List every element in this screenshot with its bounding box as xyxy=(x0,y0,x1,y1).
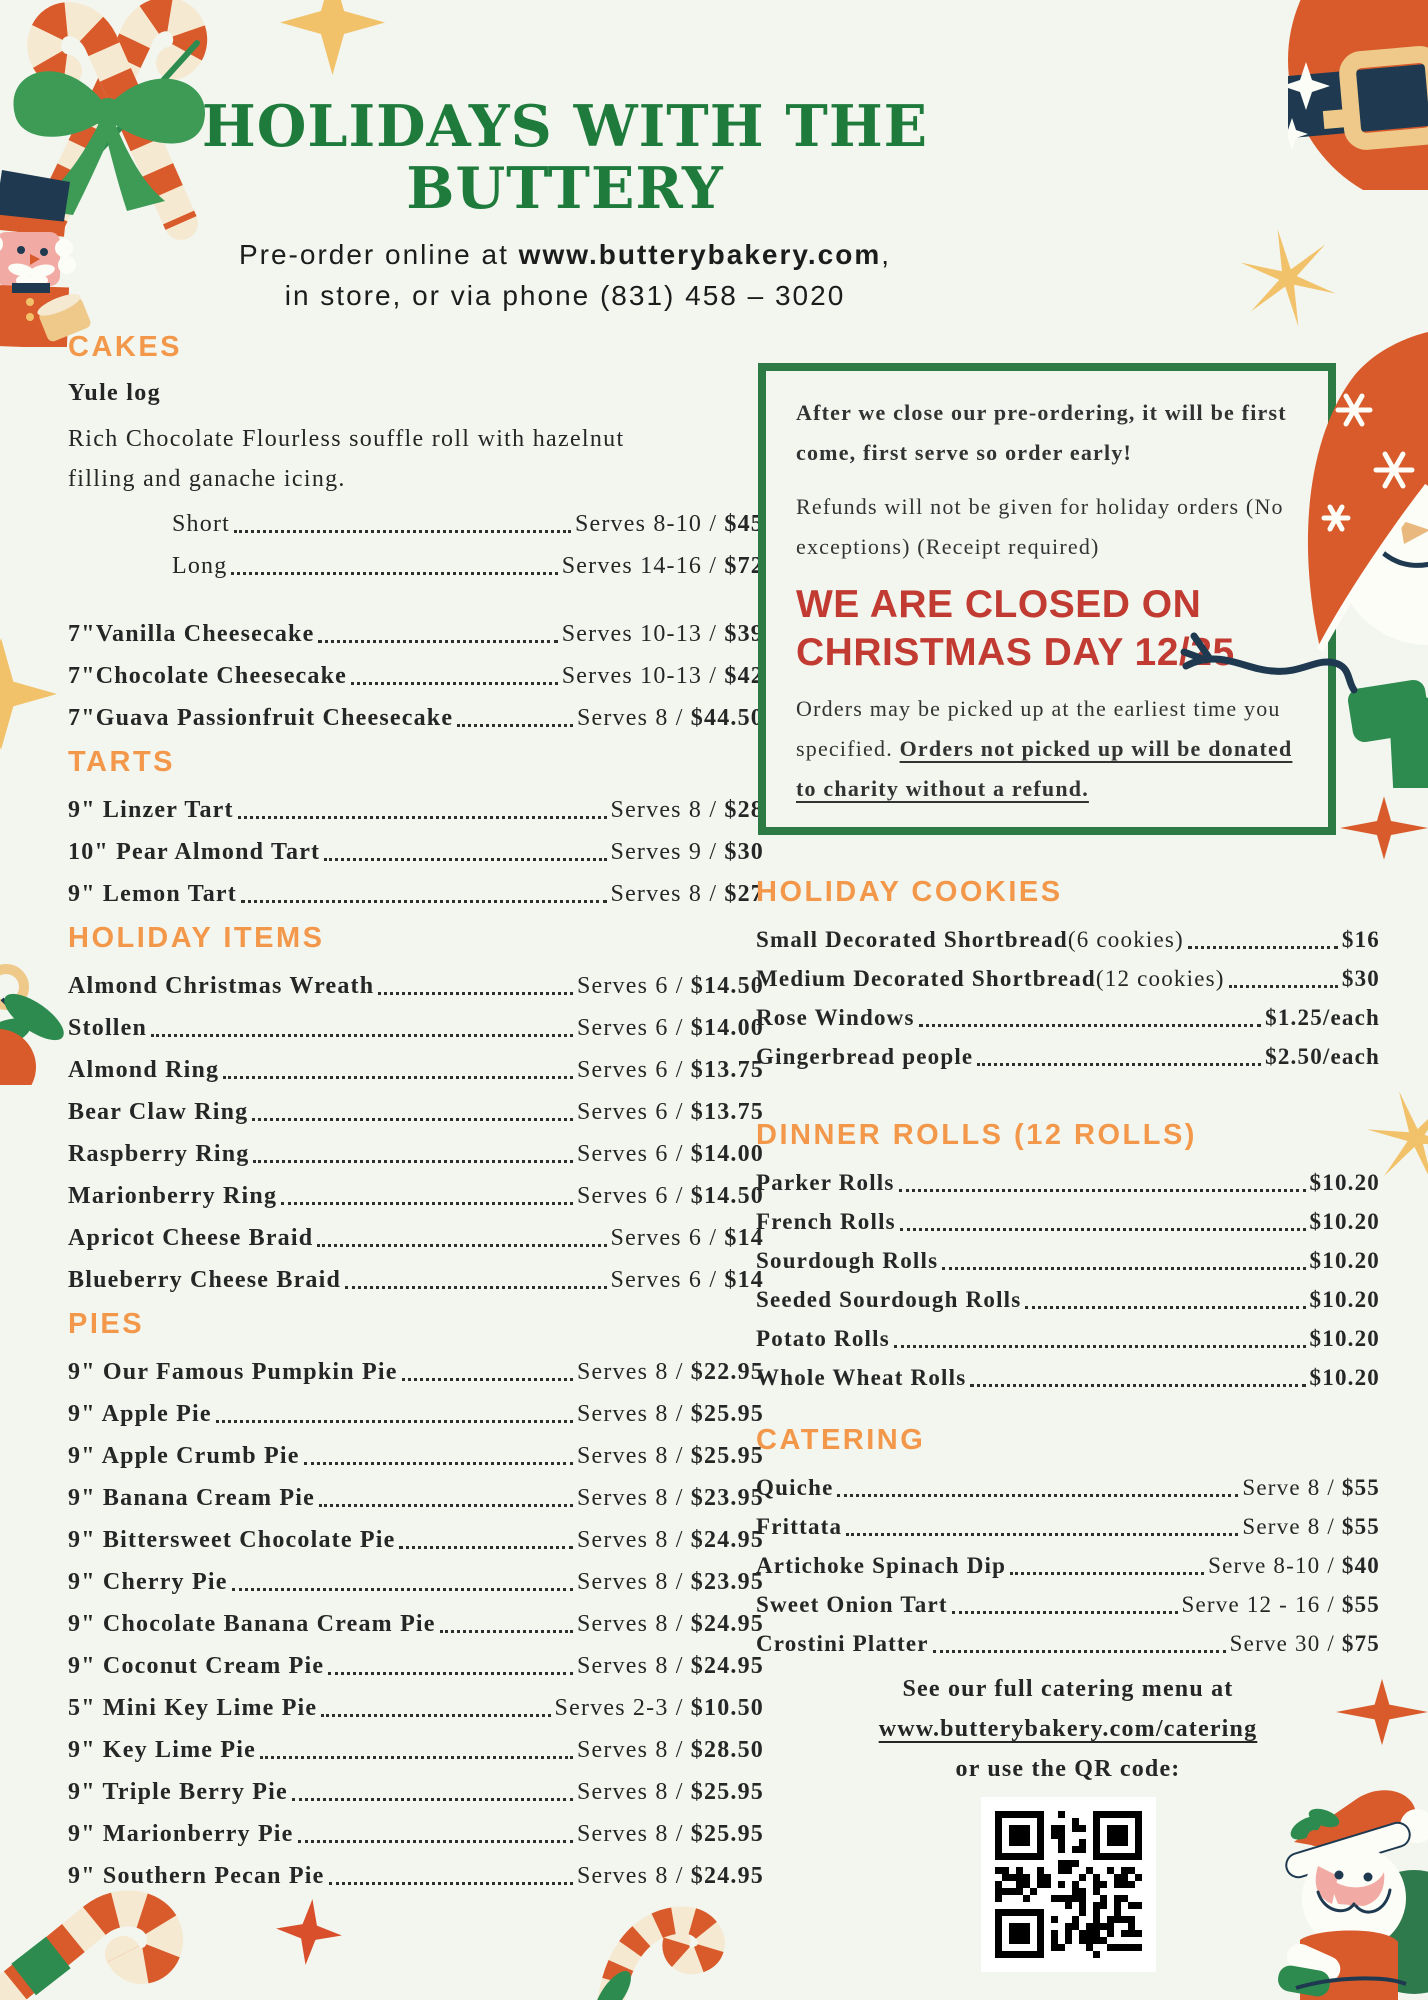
dotted-leader xyxy=(151,1034,573,1037)
menu-item xyxy=(68,1693,764,1723)
item-name: Potato Rolls xyxy=(756,1326,890,1351)
item-name: Crostini Platter xyxy=(756,1631,929,1656)
item-price: Serves 8 / $28.50 xyxy=(576,1737,764,1763)
item-price: $2.50/each xyxy=(1265,1044,1380,1069)
menu-item xyxy=(756,1512,1380,1542)
item-price: $10.20 xyxy=(1309,1326,1380,1351)
item-name: 9" Triple Berry Pie xyxy=(68,1779,288,1805)
item-name: Almond Christmas Wreath xyxy=(68,973,375,999)
menu-item xyxy=(68,1013,764,1043)
section-holiday-items xyxy=(68,921,764,1295)
item-price: $30 xyxy=(1341,966,1380,991)
preorder-info: Pre-order online at www.butterybakery.com, in store, or via phone (831) 458 – 3020 xyxy=(238,239,891,311)
santa-belt-belly-icon xyxy=(1288,0,1428,190)
dotted-leader xyxy=(977,1063,1261,1066)
item-price: Serves 8 / $22.95 xyxy=(576,1359,764,1385)
item-price: Serve 8-10 / $40 xyxy=(1208,1553,1380,1578)
menu-item xyxy=(756,964,1380,994)
section-title: DINNER ROLLS (12 ROLLS) xyxy=(756,1119,1197,1151)
item-name: 9" Coconut Cream Pie xyxy=(68,1653,325,1679)
item-price: Serves 8 / $23.95 xyxy=(576,1485,764,1511)
menu-item xyxy=(756,1003,1380,1033)
item-name: Parker Rolls xyxy=(756,1170,895,1195)
item-price: $10.20 xyxy=(1309,1248,1380,1273)
menu-item xyxy=(68,1181,764,1211)
catering-footer-line: or use the QR code: xyxy=(955,1756,1181,1782)
item-name: Sourdough Rolls xyxy=(756,1248,939,1273)
dotted-leader xyxy=(351,682,558,685)
menu-item xyxy=(756,1042,1380,1072)
item-name: Whole Wheat Rolls xyxy=(756,1365,967,1390)
dotted-leader xyxy=(952,1611,1178,1614)
dotted-leader xyxy=(440,1630,573,1633)
menu-item xyxy=(756,1207,1380,1237)
menu-item xyxy=(68,879,764,909)
item-price: Serve 8 / $55 xyxy=(1242,1514,1380,1539)
item-name: French Rolls xyxy=(756,1209,896,1234)
menu-item xyxy=(172,551,764,581)
page-title: HOLIDAYS WITH THE BUTTERY xyxy=(201,93,929,222)
dotted-leader xyxy=(298,1840,573,1843)
item-price: Serves 10-13 / $42 xyxy=(561,663,764,689)
section-holiday-cookies xyxy=(756,875,1380,1072)
item-name: Bear Claw Ring xyxy=(68,1099,249,1125)
menu-item xyxy=(756,1629,1380,1659)
item-name: Seeded Sourdough Rolls xyxy=(756,1287,1022,1312)
dotted-leader xyxy=(324,858,606,861)
dotted-leader xyxy=(942,1267,1305,1270)
item-name: 9" Chocolate Banana Cream Pie xyxy=(68,1611,436,1637)
item-price: $10.20 xyxy=(1309,1170,1380,1195)
dotted-leader xyxy=(894,1345,1306,1348)
item-name: Raspberry Ring xyxy=(68,1141,250,1167)
menu-item xyxy=(68,1651,764,1681)
item-price: $10.20 xyxy=(1309,1287,1380,1312)
closed-notice: WE ARE CLOSED ON CHRISTMAS DAY 12/25 xyxy=(796,583,1235,674)
six-point-star-icon xyxy=(1238,228,1338,328)
item-price: $16 xyxy=(1341,927,1380,952)
item-price: Serves 8 / $28 xyxy=(610,797,764,823)
dotted-leader xyxy=(304,1462,573,1465)
catering-footer xyxy=(756,1669,1380,1789)
dotted-leader xyxy=(319,1504,573,1507)
section-title: CATERING xyxy=(756,1424,926,1456)
menu-item xyxy=(68,1055,764,1085)
dotted-leader xyxy=(238,816,607,819)
dotted-leader xyxy=(933,1650,1226,1653)
item-name: 9" Bittersweet Chocolate Pie xyxy=(68,1527,396,1553)
item-name: 9" Linzer Tart xyxy=(68,797,234,823)
item-list xyxy=(68,1357,764,1891)
catering-footer-line: See our full catering menu at xyxy=(902,1676,1234,1702)
dotted-leader xyxy=(457,724,573,727)
item-price: Serves 8 / $25.95 xyxy=(576,1401,764,1427)
menu-item xyxy=(68,1567,764,1597)
section-catering xyxy=(756,1423,1380,1659)
menu-item xyxy=(172,509,764,539)
menu-item xyxy=(68,1777,764,1807)
menu-item xyxy=(756,1551,1380,1581)
notice-paragraph: After we close our pre-ordering, it will be first come, first serve so order early! xyxy=(796,400,1287,465)
item-list xyxy=(756,925,1380,1072)
item-name: 9" Lemon Tart xyxy=(68,881,237,907)
item-name: Short xyxy=(172,511,231,537)
dotted-leader xyxy=(919,1024,1262,1027)
dotted-leader xyxy=(345,1286,606,1289)
gold-sparkle-star-icon xyxy=(0,638,57,750)
item-price: Serves 6 / $14.50 xyxy=(576,1183,764,1209)
dotted-leader xyxy=(292,1798,573,1801)
dotted-leader xyxy=(223,1076,573,1079)
dotted-leader xyxy=(216,1420,573,1423)
item-name: 9" Key Lime Pie xyxy=(68,1737,256,1763)
menu-item xyxy=(68,1819,764,1849)
orange-diamond-sparkle-icon xyxy=(276,1898,342,1966)
dotted-leader xyxy=(837,1494,1238,1497)
item-list xyxy=(68,795,764,909)
item-price: Serves 2-3 / $10.50 xyxy=(554,1695,764,1721)
dotted-leader xyxy=(1025,1306,1305,1309)
pickup-policy: Orders may be picked up at the earliest time you specified. Orders not picked up will be donated to charity without a refund. xyxy=(796,696,1293,801)
flyer-header xyxy=(65,93,1065,316)
dotted-leader xyxy=(318,640,557,643)
item-price: Serves 8 / $24.95 xyxy=(576,1527,764,1553)
section-cakes xyxy=(68,330,764,733)
item-name: Gingerbread people xyxy=(756,1044,974,1069)
item-name: 9" Cherry Pie xyxy=(68,1569,228,1595)
item-price: Serve 12 - 16 / $55 xyxy=(1181,1592,1380,1617)
menu-item xyxy=(756,1324,1380,1354)
menu-item xyxy=(68,795,764,825)
item-name: Almond Ring xyxy=(68,1057,220,1083)
dotted-leader xyxy=(970,1384,1305,1387)
item-name: Artichoke Spinach Dip xyxy=(756,1553,1007,1578)
menu-item xyxy=(756,1246,1380,1276)
item-price: Serves 8 / $24.95 xyxy=(576,1863,764,1889)
item-price: Serves 6 / $13.75 xyxy=(576,1057,764,1083)
item-price: $1.25/each xyxy=(1265,1005,1380,1030)
qr-code xyxy=(981,1797,1156,1972)
dotted-leader xyxy=(899,1189,1306,1192)
menu-item xyxy=(68,837,764,867)
item-price: $10.20 xyxy=(1309,1365,1380,1390)
dotted-leader xyxy=(253,1160,572,1163)
item-name: Frittata xyxy=(756,1514,843,1539)
menu-item xyxy=(756,1590,1380,1620)
menu-item xyxy=(756,925,1380,955)
item-name: 9" Apple Crumb Pie xyxy=(68,1443,300,1469)
dotted-leader xyxy=(329,1882,573,1885)
dotted-leader xyxy=(328,1672,573,1675)
item-price: Serves 6 / $14 xyxy=(610,1267,764,1293)
item-name: Apricot Cheese Braid xyxy=(68,1225,314,1251)
item-price: Serve 30 / $75 xyxy=(1229,1631,1380,1656)
item-name: Quiche xyxy=(756,1475,834,1500)
menu-item xyxy=(68,1265,764,1295)
item-name: Marionberry Ring xyxy=(68,1183,278,1209)
dotted-leader xyxy=(1010,1572,1204,1575)
dotted-leader xyxy=(1229,985,1338,988)
menu-item xyxy=(68,971,764,1001)
item-price: Serves 8 / $44.50 xyxy=(576,705,764,731)
item-price: Serves 8 / $25.95 xyxy=(576,1779,764,1805)
section-title: TARTS xyxy=(68,746,176,778)
item-name: Blueberry Cheese Braid xyxy=(68,1267,342,1293)
candy-cane-icon xyxy=(585,1898,730,2000)
item-price: Serves 8 / $25.95 xyxy=(576,1443,764,1469)
item-name: Long xyxy=(172,553,228,579)
item-price: Serves 8 / $27 xyxy=(610,881,764,907)
dotted-leader xyxy=(321,1714,550,1717)
item-list xyxy=(756,1168,1380,1393)
item-name: 7"Chocolate Cheesecake xyxy=(68,663,347,689)
menu-item xyxy=(68,661,764,691)
dotted-leader xyxy=(399,1546,572,1549)
section-title: HOLIDAY ITEMS xyxy=(68,922,325,954)
item-name: 7"Guava Passionfruit Cheesecake xyxy=(68,705,454,731)
menu-item xyxy=(68,1441,764,1471)
menu-item xyxy=(68,1097,764,1127)
phone-line: in store, or via phone (831) 458 – 3020 xyxy=(284,280,846,311)
item-price: Serves 6 / $13.75 xyxy=(576,1099,764,1125)
item-description: Rich Chocolate Flourless souffle roll with hazelnut filling and ganache icing. xyxy=(68,426,625,492)
section-title: CAKES xyxy=(68,331,183,363)
item-list xyxy=(68,509,764,733)
item-price: Serve 8 / $55 xyxy=(1242,1475,1380,1500)
item-price: Serves 9 / $30 xyxy=(610,839,764,865)
section-title: PIES xyxy=(68,1308,145,1340)
dotted-leader xyxy=(402,1378,573,1381)
dotted-leader xyxy=(252,1118,573,1121)
left-column xyxy=(68,330,764,1903)
section-tarts xyxy=(68,745,764,909)
menu-item xyxy=(68,703,764,733)
item-name: Yule log xyxy=(68,380,161,406)
item-name: 9" Apple Pie xyxy=(68,1401,212,1427)
menu-item xyxy=(68,1139,764,1169)
dotted-leader xyxy=(1188,946,1338,949)
item-name: Stollen xyxy=(68,1015,148,1041)
menu-item xyxy=(68,1861,764,1891)
item-name: 7"Vanilla Cheesecake xyxy=(68,621,315,647)
item-price: Serves 6 / $14 xyxy=(610,1225,764,1251)
menu-item xyxy=(68,1223,764,1253)
item-price: Serves 6 / $14.00 xyxy=(576,1141,764,1167)
section-dinner-rolls xyxy=(756,1118,1380,1393)
dotted-leader xyxy=(234,530,571,533)
item-price: Serves 8 / $24.95 xyxy=(576,1653,764,1679)
item-price: Serves 8 / $24.95 xyxy=(576,1611,764,1637)
item-note: (6 cookies) xyxy=(1067,927,1184,952)
dotted-leader xyxy=(317,1244,606,1247)
item-price: Serves 8-10 / $45 xyxy=(574,511,764,537)
dotted-leader xyxy=(846,1533,1238,1536)
website-url: www.butterybakery.com xyxy=(518,239,882,270)
dotted-leader xyxy=(241,900,607,903)
item-price: Serves 6 / $14.50 xyxy=(576,973,764,999)
item-name: Medium Decorated Shortbread xyxy=(756,966,1096,991)
item-name: 9" Southern Pecan Pie xyxy=(68,1863,325,1889)
menu-item xyxy=(68,1609,764,1639)
item-name: 9" Our Famous Pumpkin Pie xyxy=(68,1359,398,1385)
dotted-leader xyxy=(232,1588,573,1591)
catering-url: www.butterybakery.com/catering xyxy=(878,1716,1258,1742)
item-price: Serves 10-13 / $39 xyxy=(561,621,764,647)
item-name: 9" Banana Cream Pie xyxy=(68,1485,316,1511)
item-list xyxy=(756,1473,1380,1659)
item-price: $10.20 xyxy=(1309,1209,1380,1234)
menu-item xyxy=(68,619,764,649)
snowman-icon xyxy=(1178,318,1428,788)
section-title: HOLIDAY COOKIES xyxy=(756,876,1063,908)
menu-item xyxy=(68,1735,764,1765)
menu-item xyxy=(68,1483,764,1513)
item-price: Serves 6 / $14.00 xyxy=(576,1015,764,1041)
qr-code-container xyxy=(756,1797,1380,1977)
dotted-leader xyxy=(260,1756,573,1759)
dotted-leader xyxy=(281,1202,573,1205)
menu-item xyxy=(756,1363,1380,1393)
section-pies xyxy=(68,1307,764,1891)
item-name: 5" Mini Key Lime Pie xyxy=(68,1695,318,1721)
menu-item xyxy=(756,1168,1380,1198)
dotted-leader xyxy=(900,1228,1306,1231)
item-price: Serves 8 / $25.95 xyxy=(576,1821,764,1847)
notice-paragraph: Refunds will not be given for holiday orders (No exceptions) (Receipt required) xyxy=(796,494,1284,559)
item-name: Rose Windows xyxy=(756,1005,915,1030)
menu-item xyxy=(68,1525,764,1555)
item-list xyxy=(68,971,764,1295)
menu-item xyxy=(68,1357,764,1387)
menu-item xyxy=(68,1399,764,1429)
dotted-leader xyxy=(231,572,557,575)
menu-item xyxy=(756,1473,1380,1503)
menu-item xyxy=(756,1285,1380,1315)
item-name: 10" Pear Almond Tart xyxy=(68,839,321,865)
item-name: 9" Marionberry Pie xyxy=(68,1821,294,1847)
item-name: Sweet Onion Tart xyxy=(756,1592,948,1617)
item-price: Serves 8 / $23.95 xyxy=(576,1569,764,1595)
gold-sparkle-star-icon xyxy=(280,0,385,75)
item-note: (12 cookies) xyxy=(1095,966,1225,991)
dotted-leader xyxy=(378,992,573,995)
item-price: Serves 14-16 / $72 xyxy=(561,553,764,579)
item-name: Small Decorated Shortbread xyxy=(756,927,1068,952)
